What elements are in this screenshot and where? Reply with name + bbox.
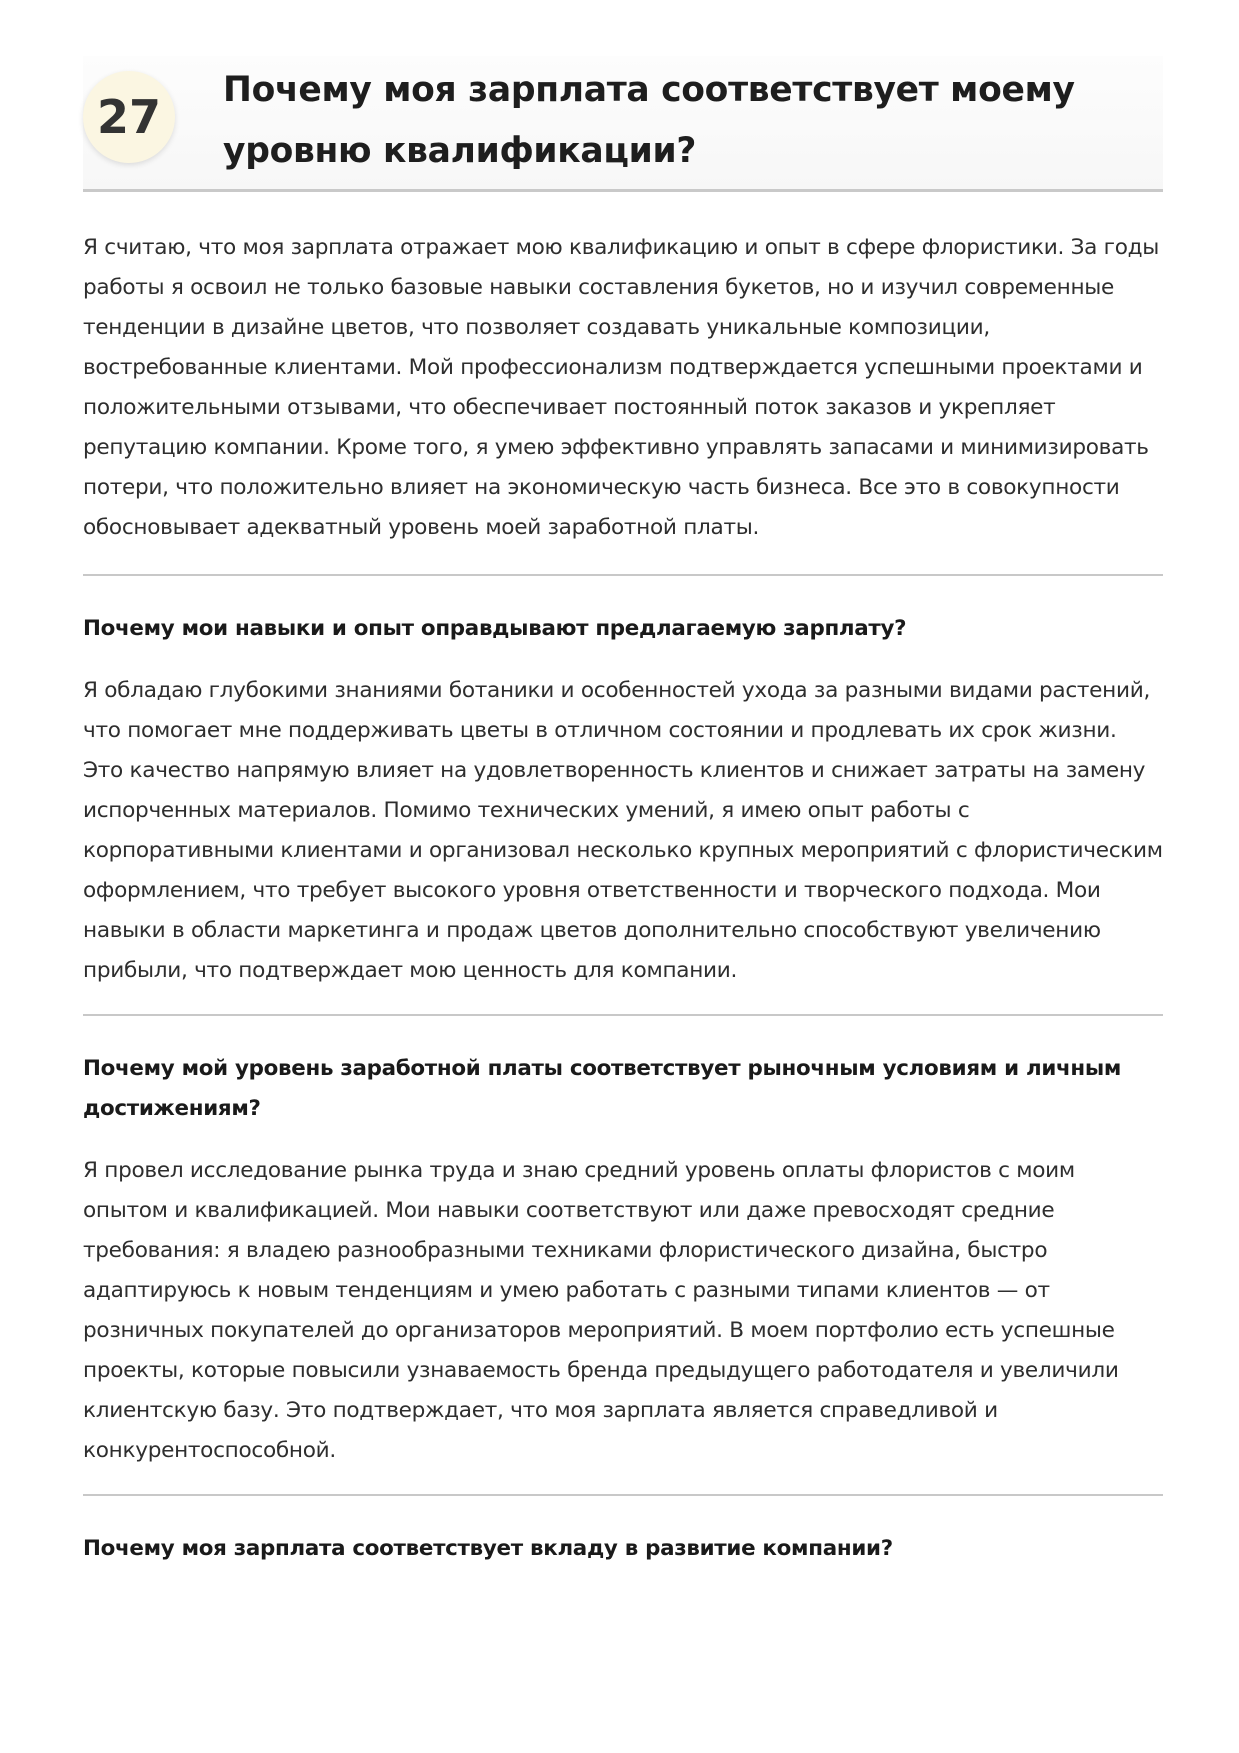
intro-paragraph: Я считаю, что моя зарплата отражает мою квалификацию и опыт в сфере флористики. За годы работы я освоил не только базовые навыки составления букетов, но и изучил современные тенденции в дизайне цветов, что позволяет создавать уникальные композиции, востребованные клиентами. Мой профессионализм подтверждается успешными проектами и положительными отзывами, что обеспечивает постоянный поток заказов и укрепляет репутацию компании. Кроме того, я умею эффективно управлять запасами и минимизировать потери, что положительно влияет на экономическую часть бизнеса. Все это в совокупности обосновывает адекватный уровень моей заработной платы. xyxy=(83,235,1160,540)
question-header xyxy=(83,56,1163,192)
section-skills xyxy=(83,576,1163,1014)
section-body: Я провел исследование рынка труда и знаю средний уровень оплаты флористов с моим опытом и квалификацией. Мои навыки соответствуют или даже превосходят средние требования: я владею разнообразными техниками флористического дизайна, быстро адаптируюсь к новым тенденциям и умею работать с разными типами клиентов — от розничных покупателей до организаторов мероприятий. В моем портфолио есть успешные проекты, которые повысили узнаваемость бренда предыдущего работодателя и увеличили клиентскую базу. Это подтверждает, что моя зарплата является справедливой и конкурентоспособной. xyxy=(83,1158,1119,1463)
document-page xyxy=(83,56,1163,1569)
question-title: Почему моя зарплата соответствует моему уровню квалификации? xyxy=(223,70,1075,171)
section-contribution xyxy=(83,1496,1163,1569)
question-number-badge: 27 xyxy=(83,71,175,163)
section-heading: Почему мой уровень заработной платы соответствует рыночным условиям и личным достижениям? xyxy=(83,1056,1122,1121)
section-market xyxy=(83,1016,1163,1494)
section-heading: Почему мои навыки и опыт оправдывают предлагаемую зарплату? xyxy=(83,616,907,641)
section-body: Я обладаю глубокими знаниями ботаники и особенностей ухода за разными видами растений, что помогает мне поддерживать цветы в отличном состоянии и продлевать их срок жизни. Это качество напрямую влияет на удовлетворенность клиентов и снижает затраты на замену испорченных материалов. Помимо технических умений, я имею опыт работы с корпоративными клиентами и организовал несколько крупных мероприятий с флористическим оформлением, что требует высокого уровня ответственности и творческого подхода. Мои навыки в области маркетинга и продаж цветов дополнительно способствуют увеличению прибыли, что подтверждает мою ценность для компании. xyxy=(83,678,1163,983)
section-heading: Почему моя зарплата соответствует вкладу в развитие компании? xyxy=(83,1536,893,1561)
